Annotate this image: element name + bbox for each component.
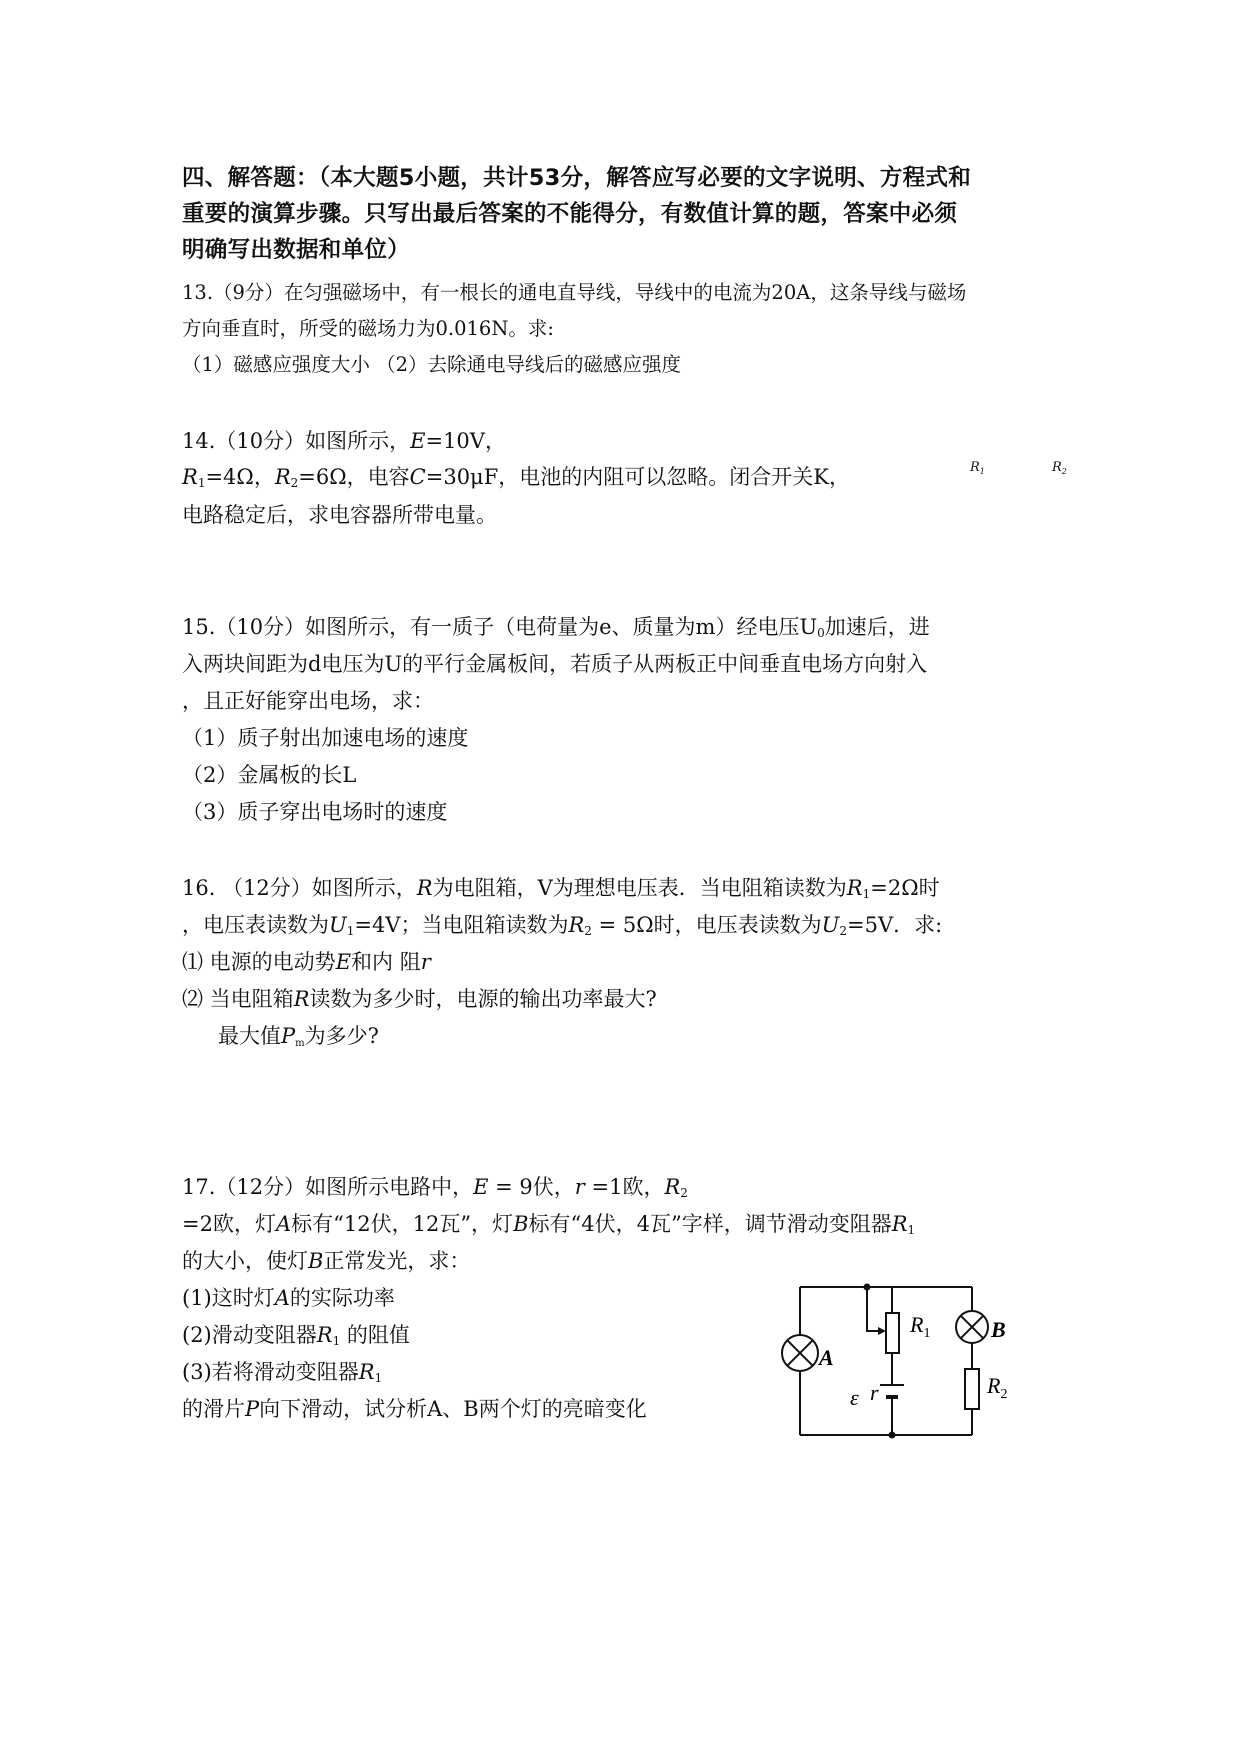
q16-line-5: 最大值$P_m$为多少? bbox=[218, 1024, 379, 1049]
q13-line-3: （1）磁感应强度大小 （2）去除通电导线后的磁感应强度 bbox=[182, 353, 682, 376]
label-a: A bbox=[819, 1345, 834, 1370]
slider-wire bbox=[867, 1287, 884, 1331]
section-title-line-2: 重要的演算步骤。只写出最后答案的不能得分，有数值计算的题，答案中必须 bbox=[182, 201, 958, 227]
q17-circuit-diagram bbox=[800, 1285, 1040, 1445]
q14-line-3: 电路稳定后，求电容器所带电量。 bbox=[182, 503, 497, 527]
q15-sub-2: （2）金属板的长L bbox=[182, 763, 357, 787]
q15-sub-3: （3）质子穿出电场时的速度 bbox=[182, 800, 448, 824]
resistor-r1 bbox=[886, 1313, 899, 1353]
q14-figure-label-r2: $R_2$ bbox=[1052, 460, 1067, 476]
label-r2: $R_2$ bbox=[987, 1373, 1008, 1402]
q17-sub-2: (2)滑动变阻器$R_1$ 的阻值 bbox=[182, 1323, 410, 1348]
section-title-line-1: 四、解答题：（本大题5小题，共计53分，解答应写必要的文字说明、方程式和 bbox=[182, 165, 972, 191]
section-title-line-3: 明确写出数据和单位） bbox=[182, 237, 411, 263]
q17-line-2: =2欧，灯A标有“12伏，12瓦”，灯B标有“4伏，4瓦”字样，调节滑动变阻器$R_1$ bbox=[182, 1212, 916, 1237]
label-epsilon: ε bbox=[850, 1385, 859, 1410]
q14-line-1: 14.（10分）如图所示，E=10V， bbox=[182, 429, 506, 453]
q14-figure-label-r1: $R_1$ bbox=[970, 460, 985, 476]
q16-line-2: ，电压表读数为$U_1=4V$；当电阻箱读数为$R_2 = 5\Omega$时，电压表读数为$U_2=5V$．求: bbox=[182, 913, 943, 938]
q17-line-1: 17.（12分）如图所示电路中，E = 9伏，r =1欧，$R_2$ bbox=[182, 1175, 688, 1200]
q16-line-1: 16. （12分）如图所示，R为电阻箱，V为理想电压表．当电阻箱读数为$R_1=2\Omega$时 bbox=[182, 876, 940, 901]
q15-sub-1: （1）质子射出加速电场的速度 bbox=[182, 726, 469, 750]
q16-line-3: ⑴ 电源的电动势E和内 阻r bbox=[182, 950, 431, 974]
circuit-svg bbox=[800, 1285, 1040, 1445]
junction-bottom bbox=[889, 1432, 896, 1439]
q17-line-3: 的大小，使灯B正常发光，求： bbox=[182, 1249, 471, 1273]
label-r1: $R_1$ bbox=[910, 1312, 931, 1341]
q17-sub-3: (3)若将滑动变阻器$R_1$ bbox=[182, 1360, 383, 1385]
q17-line-7: 的滑片P向下滑动，试分析A、B两个灯的亮暗变化 bbox=[182, 1397, 647, 1421]
q15-line-1: 15.（10分）如图所示，有一质子（电荷量为e、质量为m）经电压$U_0$加速后，进 bbox=[182, 615, 930, 640]
resistor-r2 bbox=[965, 1369, 979, 1409]
q17-sub-1: (1)这时灯A的实际功率 bbox=[182, 1286, 395, 1310]
q13-line-1: 13.（9分）在匀强磁场中，有一根长的通电直导线，导线中的电流为20A，这条导线与磁场 bbox=[182, 281, 967, 304]
junction-top bbox=[864, 1284, 871, 1291]
q15-line-3: ，且正好能穿出电场，求： bbox=[182, 689, 434, 713]
q14-line-2: $R_1=4\Omega$，$R_2=6\Omega$，电容C=30μF，电池的内阻可以忽略。闭合开关K， bbox=[182, 465, 850, 490]
q15-line-2: 入两块间距为d电压为U的平行金属板间，若质子从两板正中间垂直电场方向射入 bbox=[182, 652, 928, 676]
q13-line-2: 方向垂直时，所受的磁场力为0.016N。求: bbox=[182, 317, 554, 340]
label-internal-r: r bbox=[870, 1380, 879, 1405]
q16-line-4: ⑵ 当电阻箱R读数为多少时，电源的输出功率最大? bbox=[182, 987, 657, 1011]
slider-arrowhead bbox=[878, 1327, 886, 1335]
label-b: B bbox=[991, 1317, 1006, 1342]
